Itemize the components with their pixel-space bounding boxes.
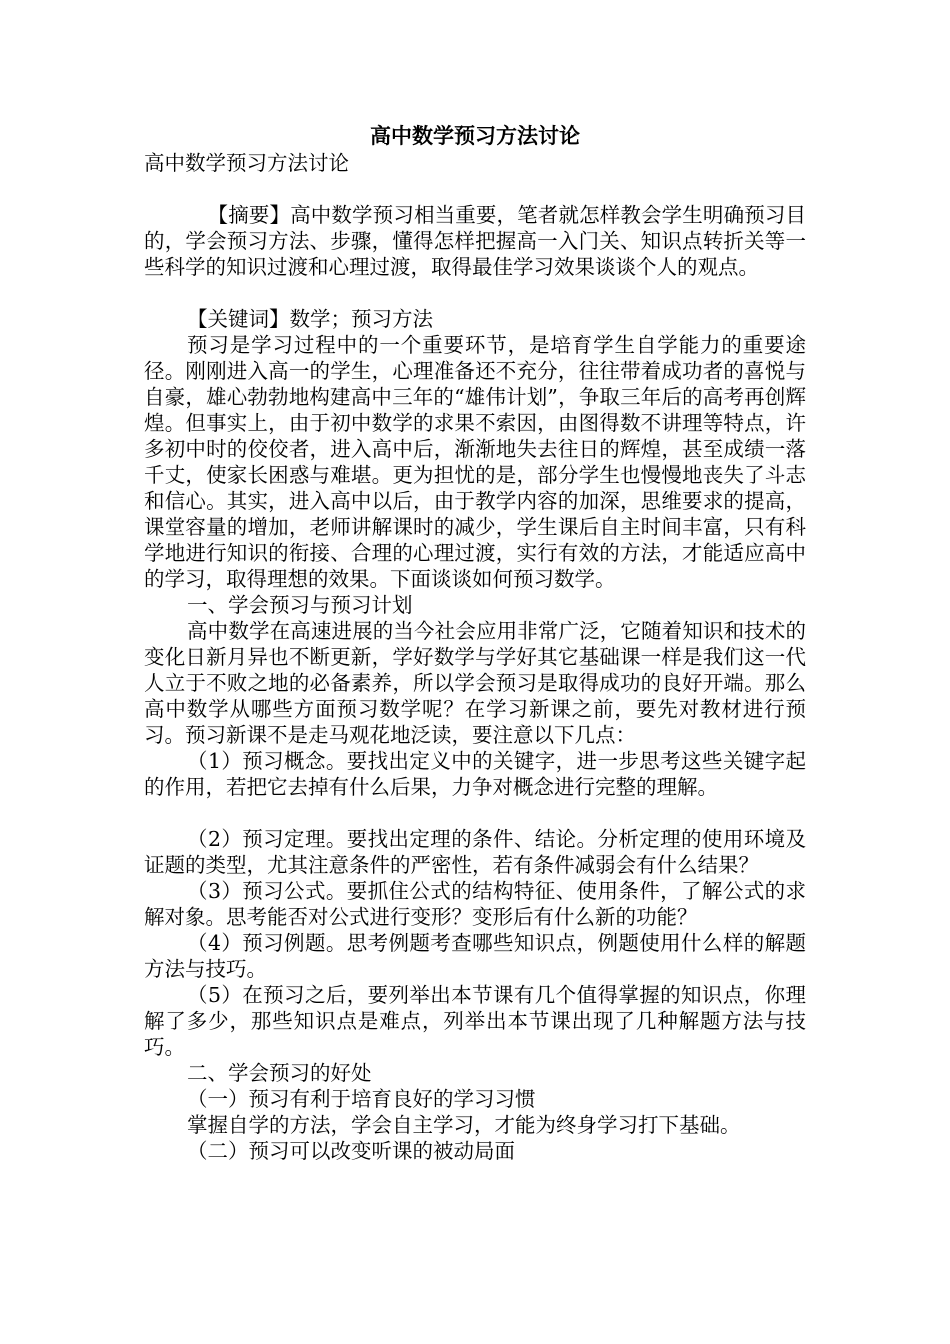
subsection-heading-1: （一）预习有利于培育良好的学习习惯 [187, 1087, 536, 1111]
section-1-paragraph: 高中数学在高速进展的当今社会应用非常广泛，它随着知识和技术的变化日新月异也不断更新，学好数学与学好其它基础课一样是我们这一代人立于不败之地的必备素养，所以学会预习是取得成功的良好开端。那么高中数学从哪些方面预习数学呢？在学习新课之前，要先对教材进行预习。预习新课不是走马观花地泛读，要注意以下几点： [144, 619, 806, 747]
section-heading-2: 二、学会预习的好处 [187, 1061, 372, 1085]
list-item-5: （5）在预习之后，要列举出本节课有几个值得掌握的知识点，你理解了多少，那些知识点是难点，列举出本节课出现了几种解题方法与技巧。 [144, 983, 806, 1059]
list-item-3: （3）预习公式。要抓住公式的结构特征、使用条件，了解公式的求解对象。思考能否对公式进行变形？变形后有什么新的功能？ [144, 879, 806, 929]
list-item-4: （4）预习例题。思考例题考查哪些知识点，例题使用什么样的解题方法与技巧。 [144, 931, 806, 981]
list-item-2: （2）预习定理。要找出定理的条件、结论。分析定理的使用环境及证题的类型，尤其注意条件的严密性，若有条件减弱会有什么结果？ [144, 827, 806, 877]
abstract-paragraph: 【摘要】高中数学预习相当重要，笔者就怎样教会学生明确预习目的，学会预习方法、步骤，懂得怎样把握高一入门关、知识点转折关等一些科学的知识过渡和心理过渡，取得最佳学习效果谈谈个人的观点。 [144, 203, 806, 279]
section-heading-1: 一、学会预习与预习计划 [187, 593, 413, 617]
document-title: 高中数学预习方法讨论 [370, 123, 580, 148]
list-item-1: （1）预习概念。要找出定义中的关键字，进一步思考这些关键字起的作用，若把它去掉有什么后果，力争对概念进行完整的理解。 [144, 749, 806, 799]
blank-line [144, 176, 806, 202]
subsection-1-paragraph: 掌握自学的方法，学会自主学习，才能为终身学习打下基础。 [187, 1113, 741, 1137]
intro-paragraph: 预习是学习过程中的一个重要环节，是培育学生自学能力的重要途径。刚刚进入高一的学生，心理准备还不充分，往往带着成功者的喜悦与自豪，雄心勃勃地构建高中三年的“雄伟计划”，争取三年后的高考再创辉煌。但事实上，由于初中数学的求果不索因，由图得数不讲理等特点，许多初中时的佼佼者，进入高中后，渐渐地失去往日的辉煌，甚至成绩一落千丈，使家长困惑与难堪。更为担忧的是，部分学生也慢慢地丧失了斗志和信心。其实，进入高中以后，由于教学内容的加深，思维要求的提高，课堂容量的增加，老师讲解课时的减少，学生课后自主时间丰富，只有科学地进行知识的衔接、合理的心理过渡，实行有效的方法，才能适应高中的学习，取得理想的效果。下面谈谈如何预习数学。 [144, 333, 806, 591]
subsection-heading-2: （二）预习可以改变听课的被动局面 [187, 1139, 516, 1163]
blank-line [144, 800, 806, 826]
keywords-paragraph: 【关键词】数学；预习方法 [187, 307, 434, 331]
blank-line [144, 280, 806, 306]
document-body [144, 150, 806, 1164]
document-subtitle: 高中数学预习方法讨论 [144, 151, 349, 175]
